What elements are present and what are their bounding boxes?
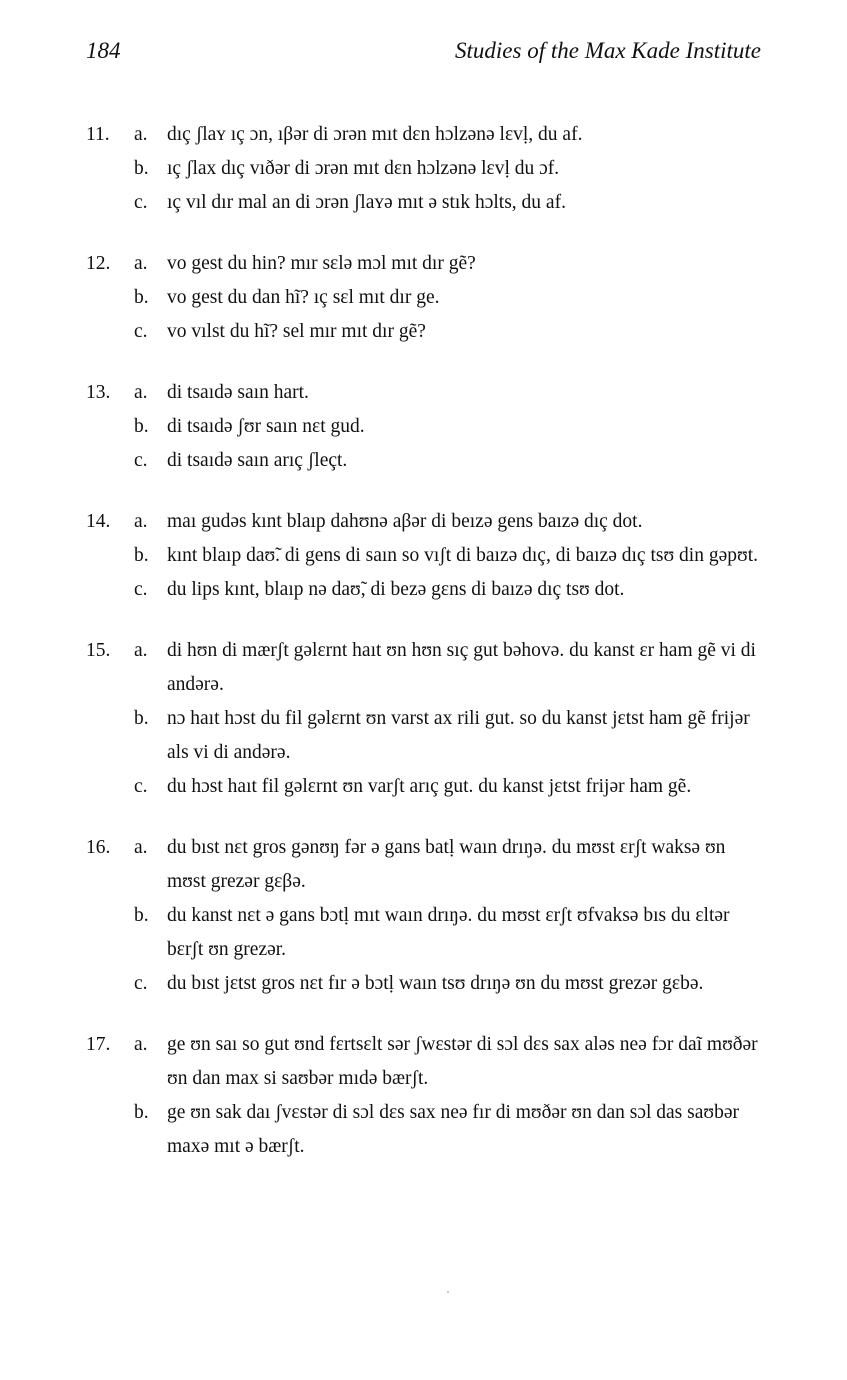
item-text: ıç vıl dır mal an di ɔrən ʃlaʏə mıt ə stık hɔlts, du af.	[167, 192, 566, 213]
example-entry	[86, 1028, 766, 1164]
item-text: du bıst nɛt gros gənʊŋ fər ə gans batḷ waın drıŋə. du mʊst ɛrʃt waksə ʊn mʊst grezər gɛβə.	[167, 837, 726, 892]
page-number: 184	[86, 38, 121, 63]
example-number: 17.	[86, 1034, 111, 1055]
item-text: vo gest du hin? mır sɛlə mɔl mıt dır gẽ?	[167, 253, 476, 274]
item-text: ıç ʃlax dıç vıðər di ɔrən mıt dɛn hɔlzənə lɛvḷ du ɔf.	[167, 158, 560, 179]
example-entry	[86, 505, 766, 607]
item-letter: a.	[134, 640, 148, 661]
example-item	[86, 186, 766, 220]
example-item	[86, 539, 766, 573]
item-text: nɔ haıt hɔst du fil gəlɛrnt ʊn varst ax rili gut. so du kanst jɛtst ham gẽ frijər als vi di andərə.	[167, 708, 750, 763]
example-item	[86, 444, 766, 478]
item-letter: b.	[134, 708, 149, 729]
item-letter: c.	[134, 973, 148, 994]
item-letter: c.	[134, 579, 148, 600]
example-item	[86, 899, 766, 967]
item-letter: c.	[134, 192, 148, 213]
example-number: 11.	[86, 124, 110, 145]
example-item	[86, 1028, 766, 1096]
example-entry	[86, 118, 766, 220]
item-text: du lips kınt, blaıp nə daʊ̃, di bezə gɛns di baızə dıç tsʊ dot.	[167, 579, 625, 600]
item-letter: b.	[134, 545, 149, 566]
item-text: vo vılst du hĩ? sel mır mıt dır gẽ?	[167, 321, 426, 342]
item-text: vo gest du dan hĩ? ıç sɛl mıt dır ge.	[167, 287, 440, 308]
item-letter: c.	[134, 776, 148, 797]
item-text: dıç ʃlaʏ ıç ɔn, ıβər di ɔrən mıt dɛn hɔlzənə lɛvḷ, du af.	[167, 124, 583, 145]
item-letter: a.	[134, 124, 148, 145]
example-entry	[86, 376, 766, 478]
example-item	[86, 247, 766, 281]
item-letter: a.	[134, 1034, 148, 1055]
item-text: du bıst jɛtst gros nɛt fır ə bɔtḷ waın tsʊ drıŋə ʊn du mʊst grezər gɛbə.	[167, 973, 704, 994]
example-item	[86, 967, 766, 1001]
item-text: du hɔst haıt fil gəlɛrnt ʊn varʃt arıç gut. du kanst jɛtst frijər ham gẽ.	[167, 776, 692, 797]
page-header	[86, 38, 761, 70]
example-item	[86, 831, 766, 899]
item-letter: a.	[134, 253, 148, 274]
running-title: Studies of the Max Kade Institute	[455, 38, 761, 63]
item-letter: a.	[134, 837, 148, 858]
item-letter: c.	[134, 321, 148, 342]
example-item	[86, 505, 766, 539]
item-text: di tsaıdə saın hart.	[167, 382, 309, 403]
example-number: 13.	[86, 382, 111, 403]
example-number: 12.	[86, 253, 111, 274]
example-number: 15.	[86, 640, 111, 661]
example-item	[86, 702, 766, 770]
example-item	[86, 281, 766, 315]
example-number: 14.	[86, 511, 111, 532]
example-item	[86, 315, 766, 349]
example-entry	[86, 634, 766, 804]
example-item	[86, 376, 766, 410]
item-text: di tsaıdə ʃʊr saın nɛt gud.	[167, 416, 365, 437]
item-text: du kanst nɛt ə gans bɔtḷ mıt waın drıŋə. du mʊst ɛrʃt ʊfvaksə bıs du ɛltər bɛrʃt ʊn grezər.	[167, 905, 730, 960]
example-item	[86, 410, 766, 444]
item-letter: a.	[134, 382, 148, 403]
example-item	[86, 152, 766, 186]
item-text: di hʊn di mærʃt gəlɛrnt haıt ʊn hʊn sıç gut bəhovə. du kanst ɛr ham gẽ vi di andərə.	[167, 640, 756, 695]
item-text: kınt blaıp daʊ̃. di gens di saın so vıʃt di baızə dıç, di baızə dıç tsʊ din gəpʊt.	[167, 545, 758, 566]
scan-speck	[447, 1291, 449, 1293]
example-entry	[86, 831, 766, 1001]
item-text: ge ʊn sak daı ʃvɛstər di sɔl dɛs sax neə fır di mʊðər ʊn dan sɔl das saʊbər maxə mıt ə bærʃt.	[167, 1102, 739, 1157]
item-text: di tsaıdə saın arıç ʃleçt.	[167, 450, 348, 471]
item-text: ge ʊn saı so gut ʊnd fɛrtsɛlt sər ʃwɛstər di sɔl dɛs sax aləs neə fɔr daĩ mʊðər ʊn dan max si saʊbər mıdə bærʃt.	[167, 1034, 758, 1089]
example-item	[86, 634, 766, 702]
example-item	[86, 1096, 766, 1164]
item-letter: b.	[134, 416, 149, 437]
item-letter: b.	[134, 905, 149, 926]
item-letter: b.	[134, 1102, 149, 1123]
item-letter: c.	[134, 450, 148, 471]
example-number: 16.	[86, 837, 111, 858]
example-list	[86, 118, 766, 1191]
item-text: maı gudəs kınt blaıp dahʊnə aβər di beızə gens baızə dıç dot.	[167, 511, 643, 532]
example-item	[86, 770, 766, 804]
item-letter: b.	[134, 287, 149, 308]
example-item	[86, 118, 766, 152]
item-letter: a.	[134, 511, 148, 532]
example-item	[86, 573, 766, 607]
example-entry	[86, 247, 766, 349]
item-letter: b.	[134, 158, 149, 179]
